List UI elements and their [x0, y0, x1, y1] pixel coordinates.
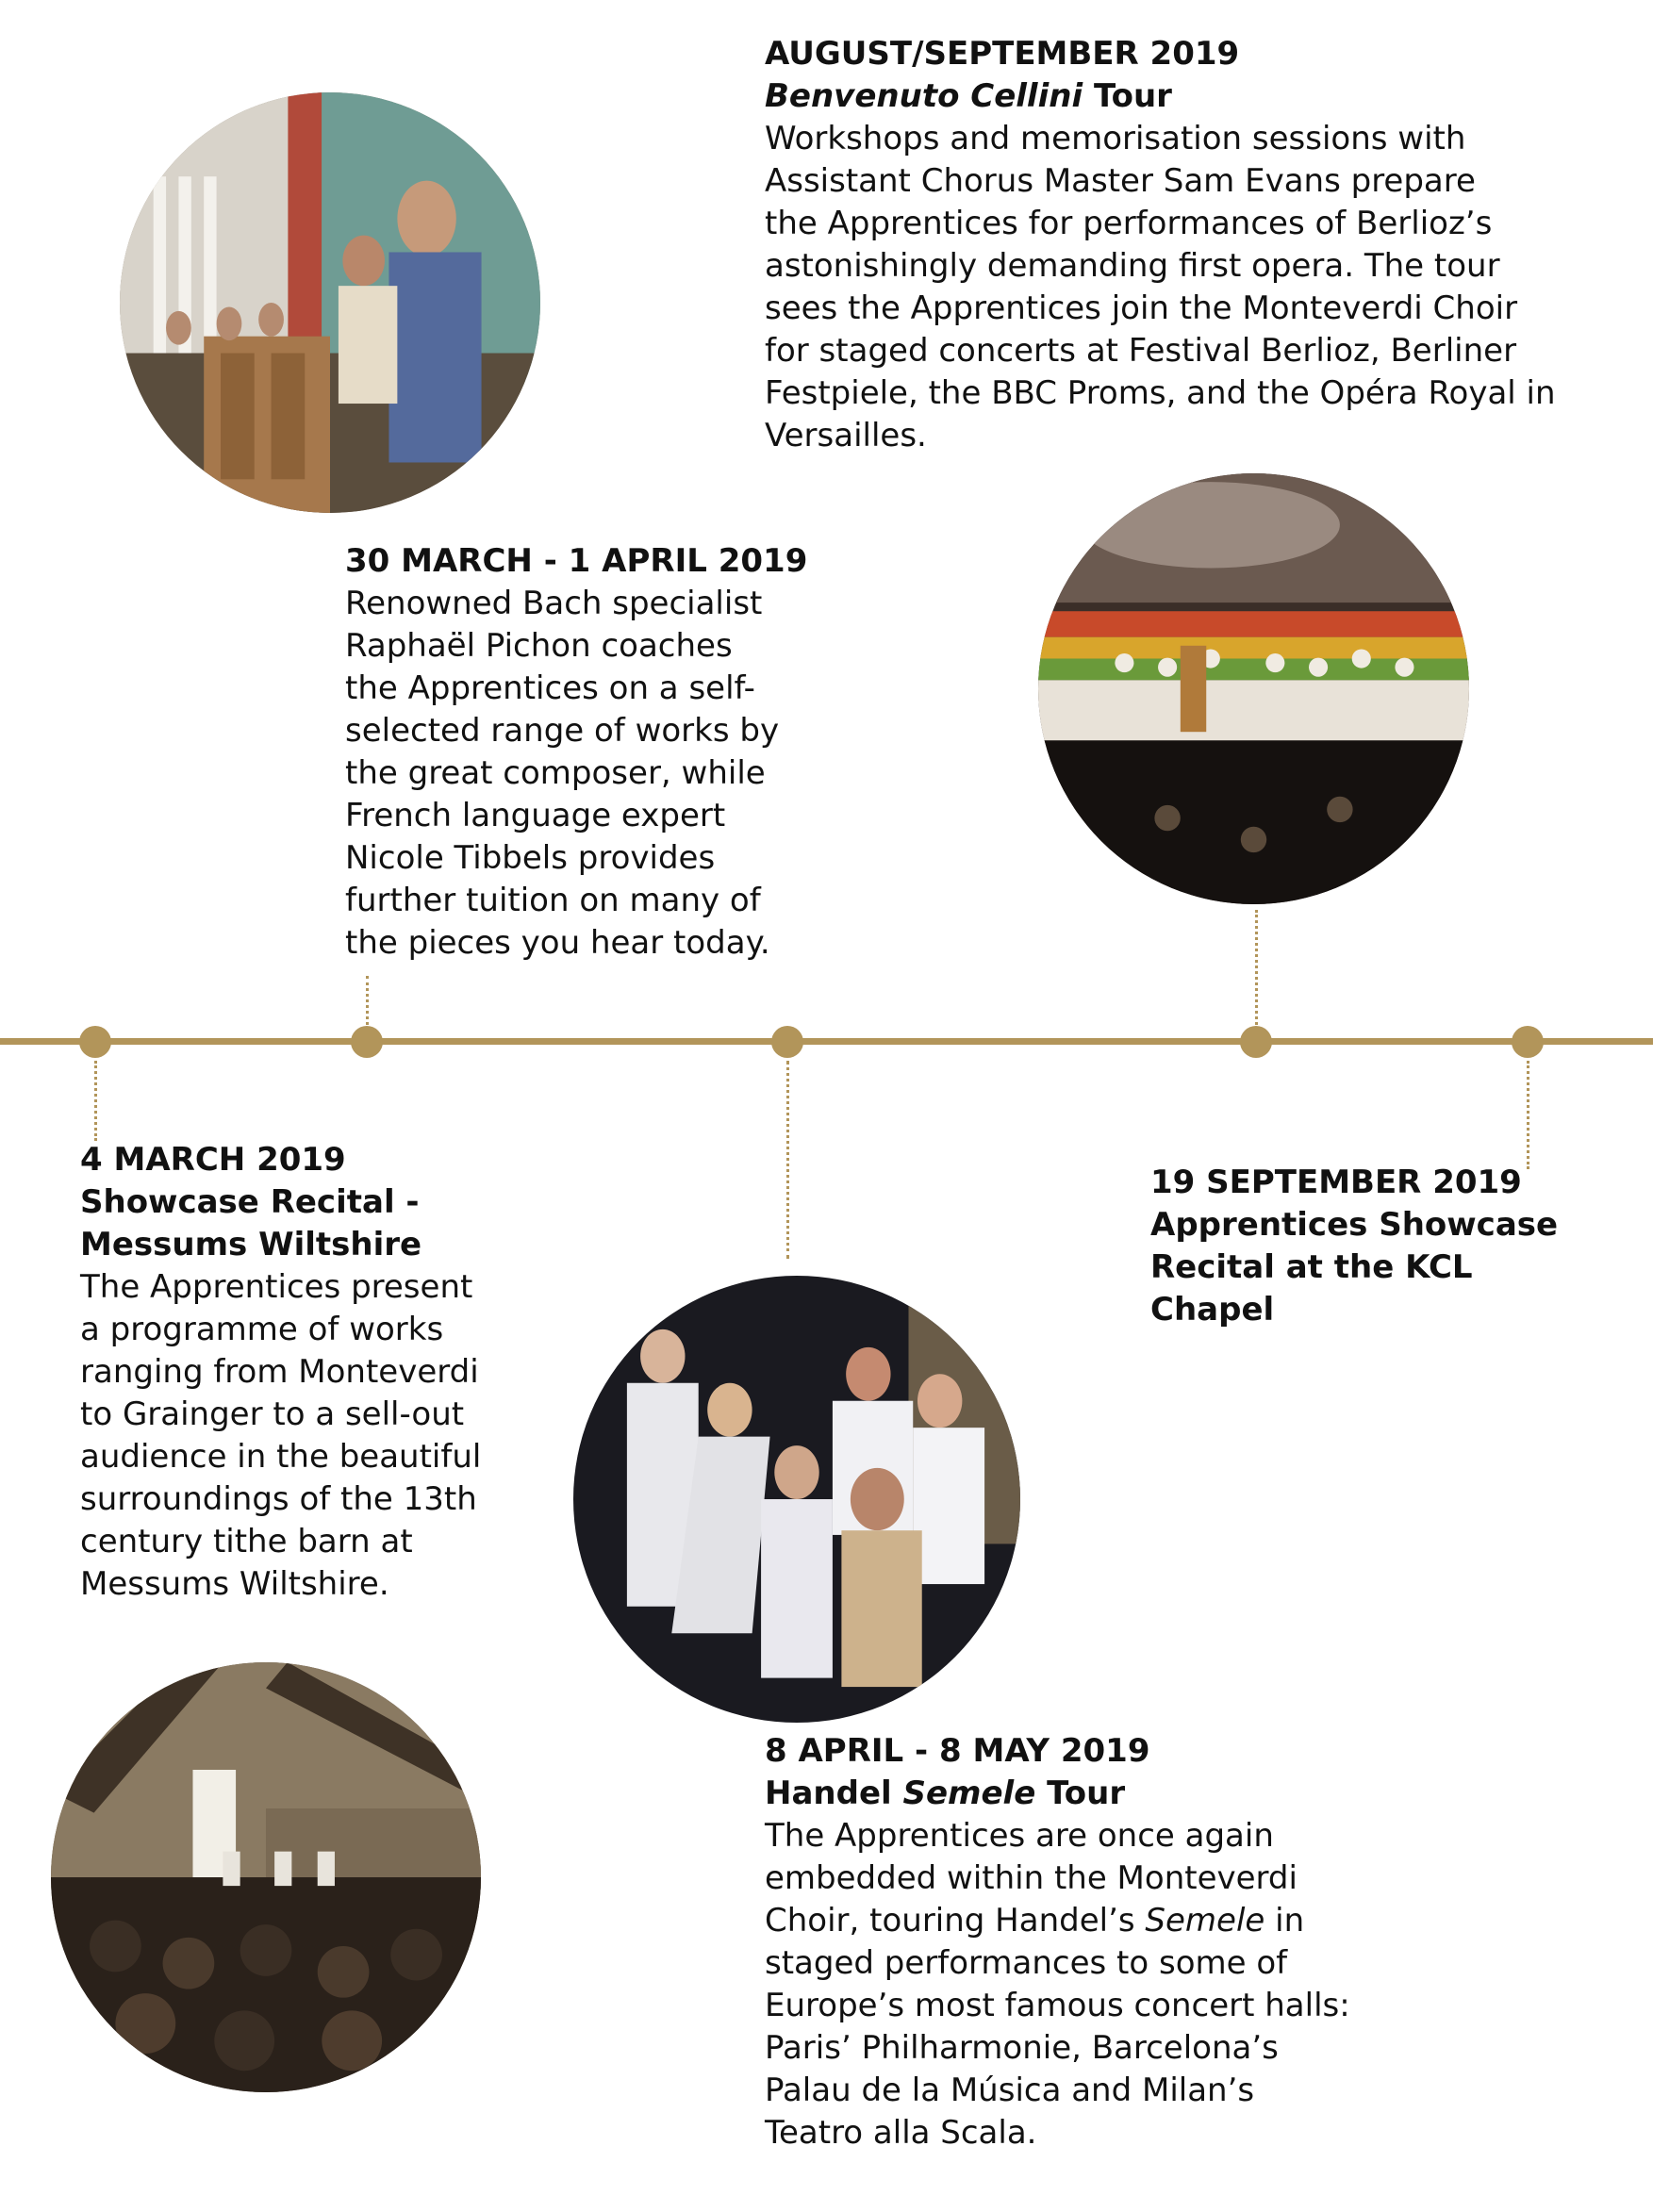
body-line: Raphaël Pichon coaches [345, 627, 733, 665]
body-line: embedded within the Monteverdi [765, 1859, 1298, 1897]
body-line: Paris’ Philharmonie, Barcelona’s [765, 2029, 1279, 2067]
body-line [765, 1900, 1350, 1942]
body-line: to Grainger to a sell-out [80, 1395, 465, 1433]
body-line: Teatro alla Scala. [765, 2114, 1037, 2152]
event-sept19 [1150, 1162, 1558, 1331]
opera-stage-photo [1038, 473, 1469, 904]
body-line: staged performances to some of [765, 1944, 1288, 1982]
body-line: Versailles. [765, 417, 927, 454]
event-march-april [345, 540, 807, 965]
rehearsal-photo [120, 92, 540, 513]
body-line: the Apprentices on a self- [345, 669, 755, 707]
body-line: audience in the beautiful [80, 1438, 482, 1476]
event-title [765, 1773, 1350, 1815]
event-aug-sep [765, 33, 1556, 457]
timeline-dot-aug-sep [1240, 1026, 1272, 1058]
line-pre: Choir, touring Handel’s [765, 1902, 1146, 1940]
body-line: astonishingly demanding first opera. The tour [765, 247, 1500, 285]
body-line: the great composer, while [345, 754, 766, 792]
body-line: sees the Apprentices join the Monteverdi Choir [765, 289, 1518, 327]
connector-march-april [366, 976, 369, 1025]
timeline-dot-april-may [771, 1026, 803, 1058]
title-rest: Tour [1083, 77, 1172, 115]
body-line: Palau de la Música and Milan’s [765, 2072, 1255, 2109]
event-title-line: Apprentices Showcase [1150, 1206, 1559, 1244]
barn-concert-photo [51, 1662, 481, 2092]
body-line: the pieces you hear today. [345, 924, 770, 962]
event-title-line: Messums Wiltshire [80, 1226, 422, 1263]
timeline-line [0, 1038, 1653, 1045]
semele-photo [573, 1276, 1020, 1723]
timeline-dot-sept19 [1512, 1026, 1544, 1058]
timeline-dot-march-april [351, 1026, 383, 1058]
event-march4 [80, 1139, 481, 1606]
event-date: AUGUST/SEPTEMBER 2019 [765, 35, 1240, 73]
event-title-line: Showcase Recital - [80, 1183, 420, 1221]
body-line: Renowned Bach specialist [345, 585, 763, 622]
body-line: selected range of works by [345, 712, 780, 750]
body-line: Europe’s most famous concert halls: [765, 1987, 1350, 2024]
timeline-dot-march4 [79, 1026, 111, 1058]
body-line: Nicole Tibbels provides [345, 839, 716, 877]
event-april-may [765, 1730, 1350, 2154]
body-line: the Apprentices for performances of Berlioz’s [765, 205, 1493, 242]
event-date: 8 APRIL - 8 MAY 2019 [765, 1732, 1150, 1770]
line-post: in [1265, 1902, 1305, 1940]
body-line: further tuition on many of [345, 882, 761, 919]
title-italic: Benvenuto Cellini [765, 77, 1083, 115]
connector-april-may [786, 1061, 789, 1259]
body-line: The Apprentices are once again [765, 1817, 1274, 1855]
body-line: Assistant Chorus Master Sam Evans prepare [765, 162, 1476, 200]
title-post: Tour [1035, 1775, 1126, 1812]
body-line: The Apprentices present [80, 1268, 473, 1306]
body-line: Messums Wiltshire. [80, 1565, 389, 1603]
event-title [765, 75, 1556, 118]
title-pre: Handel [765, 1775, 903, 1812]
body-line: for staged concerts at Festival Berlioz, Berliner [765, 332, 1517, 370]
event-title-line: Chapel [1150, 1291, 1275, 1329]
event-date: 19 SEPTEMBER 2019 [1150, 1164, 1522, 1201]
body-line: French language expert [345, 797, 726, 834]
title-italic: Semele [902, 1775, 1036, 1812]
line-italic: Semele [1145, 1902, 1265, 1940]
body-line: Workshops and memorisation sessions with [765, 120, 1466, 157]
event-title-line: Recital at the KCL [1150, 1248, 1473, 1286]
body-line: Festpiele, the BBC Proms, and the Opéra Royal in [765, 374, 1556, 412]
body-line: surroundings of the 13th [80, 1480, 477, 1518]
connector-sept19 [1527, 1061, 1529, 1169]
body-line: century tithe barn at [80, 1523, 413, 1560]
body-line: ranging from Monteverdi [80, 1353, 479, 1391]
connector-march4 [94, 1061, 97, 1141]
connector-aug-sep [1255, 910, 1258, 1025]
body-line: a programme of works [80, 1311, 444, 1348]
event-date: 4 MARCH 2019 [80, 1141, 346, 1179]
event-date: 30 MARCH - 1 APRIL 2019 [345, 542, 808, 580]
